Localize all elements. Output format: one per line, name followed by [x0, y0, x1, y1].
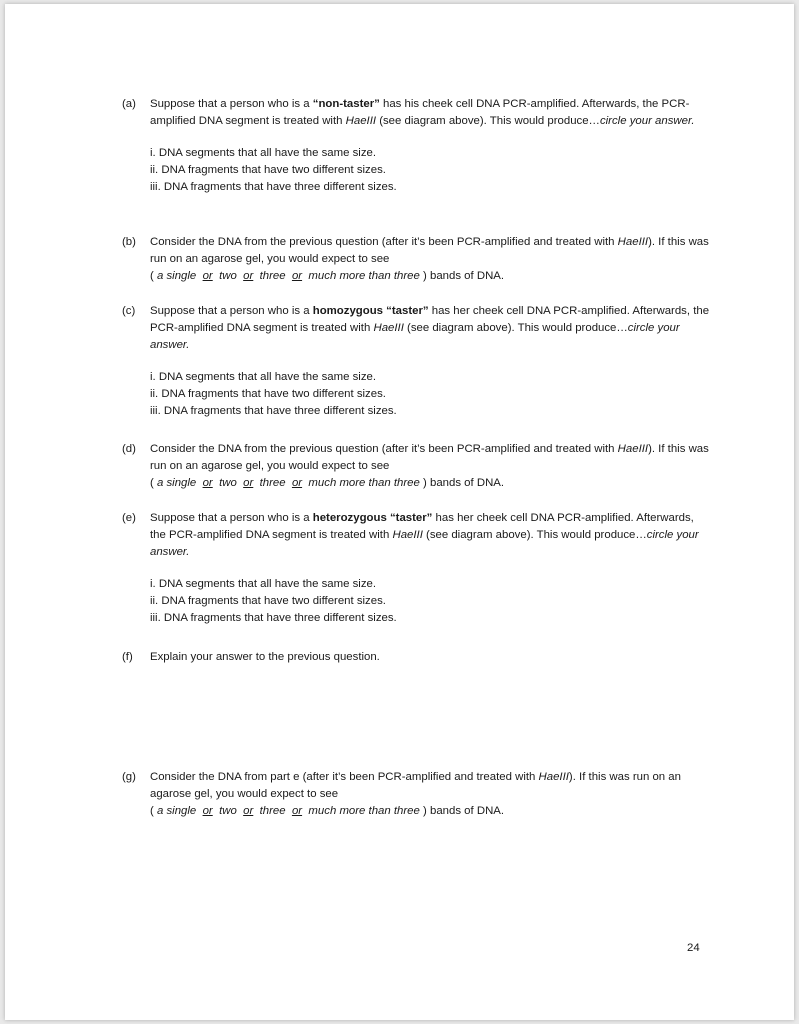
question-g [122, 769, 712, 820]
bands-choice-three[interactable]: three [259, 805, 286, 817]
bands-choice-more[interactable]: much more than three [308, 805, 420, 817]
bands-close: ) bands of DNA. [419, 477, 505, 489]
question-e-enzyme: HaeIII [392, 529, 423, 541]
question-e [122, 510, 712, 627]
question-c-bold: homozygous “taster” [312, 305, 429, 317]
question-a-option-iii[interactable]: iii. DNA fragments that have three different sizes. [150, 181, 397, 193]
question-b [122, 234, 712, 285]
question-e-text-2: has her cheek cell DNA PCR-amplified. Afterwards, the PCR-amplified DNA segment is treated with [150, 512, 694, 541]
question-c-text-2: has her cheek cell DNA PCR-amplified. Afterwards, the PCR-amplified DNA segment is treated with [150, 305, 710, 334]
question-g-text-1: Consider the DNA from part e (after it’s been PCR-amplified and treated with [150, 771, 539, 783]
question-a-text-3: (see diagram above). This would produce… [376, 115, 600, 127]
bands-or: or [291, 805, 303, 817]
bands-or: or [202, 805, 213, 817]
bands-close: ) bands of DNA. [419, 270, 505, 282]
question-c-options [150, 369, 712, 420]
question-b-enzyme: HaeIII [617, 236, 649, 248]
bands-open: ( [150, 805, 157, 817]
document-page [5, 4, 794, 1020]
bands-choice-single[interactable]: a single [156, 477, 197, 489]
bands-choice-more[interactable]: much more than three [308, 270, 420, 282]
question-d-text-1: Consider the DNA from the previous question (after it’s been PCR-amplified and treated with [150, 443, 618, 455]
question-g-label: (g) [122, 771, 136, 783]
question-a-instruction: circle your answer. [599, 115, 695, 127]
bands-choice-three[interactable]: three [259, 270, 286, 282]
bands-or: or [243, 270, 254, 282]
bands-or: or [202, 270, 213, 282]
question-e-options [150, 576, 712, 627]
question-c-option-i[interactable]: i. DNA segments that all have the same size. [150, 371, 377, 383]
question-c-text-1: Suppose that a person who is a [150, 305, 313, 317]
question-e-text-3: (see diagram above). This would produce… [422, 529, 647, 541]
question-a-enzyme: HaeIII [345, 115, 377, 127]
question-a-text-1: Suppose that a person who is a [150, 98, 313, 110]
question-c-text-3: (see diagram above). This would produce… [403, 322, 628, 334]
question-g-enzyme: HaeIII [538, 771, 569, 783]
bands-or: or [243, 477, 254, 489]
question-d-bands [150, 475, 712, 492]
question-f-text: Explain your answer to the previous question. [150, 651, 380, 663]
question-e-option-i[interactable]: i. DNA segments that all have the same size. [150, 578, 377, 590]
question-e-option-iii[interactable]: iii. DNA fragments that have three different sizes. [150, 612, 397, 624]
question-e-option-ii[interactable]: ii. DNA fragments that have two different sizes. [150, 595, 386, 607]
question-d-text-2: ). If this was run on an agarose gel, you would expect to see [150, 443, 709, 472]
question-f [122, 649, 712, 666]
bands-or: or [202, 477, 213, 489]
question-e-text-1: Suppose that a person who is a [150, 512, 313, 524]
bands-open: ( [150, 270, 157, 282]
question-e-instruction: circle your answer. [150, 529, 699, 558]
bands-choice-single[interactable]: a single [156, 805, 197, 817]
bands-choice-two[interactable]: two [219, 477, 237, 489]
bands-close: ) bands of DNA. [419, 805, 505, 817]
question-g-text-2: ). If this was run on an agarose gel, you would expect to see [150, 771, 681, 800]
question-f-label: (f) [122, 651, 133, 663]
bands-choice-two[interactable]: two [219, 270, 237, 282]
question-c-option-iii[interactable]: iii. DNA fragments that have three different sizes. [150, 405, 397, 417]
question-d-label: (d) [122, 443, 136, 455]
page-number: 24 [687, 942, 700, 954]
question-d [122, 441, 712, 492]
question-c-instruction: circle your answer. [150, 322, 680, 351]
question-b-bands [150, 268, 712, 285]
question-d-enzyme: HaeIII [617, 443, 649, 455]
question-c-enzyme: HaeIII [373, 322, 404, 334]
question-c-label: (c) [122, 305, 136, 317]
question-a [122, 96, 712, 196]
question-c [122, 303, 712, 420]
bands-or: or [243, 805, 254, 817]
question-a-bold: “non-taster” [312, 98, 380, 110]
bands-choice-single[interactable]: a single [156, 270, 197, 282]
bands-or: or [291, 270, 303, 282]
question-e-bold: heterozygous “taster” [312, 512, 433, 524]
question-a-option-ii[interactable]: ii. DNA fragments that have two different sizes. [150, 164, 386, 176]
bands-choice-more[interactable]: much more than three [308, 477, 420, 489]
question-e-label: (e) [122, 512, 136, 524]
question-c-option-ii[interactable]: ii. DNA fragments that have two different sizes. [150, 388, 386, 400]
question-b-label: (b) [122, 236, 136, 248]
question-a-option-i[interactable]: i. DNA segments that all have the same size. [150, 147, 377, 159]
question-a-text-2: has his cheek cell DNA PCR-amplified. Afterwards, the PCR-amplified DNA segment is treated with [150, 98, 690, 127]
question-a-options [150, 145, 712, 196]
question-g-bands [150, 803, 712, 820]
bands-choice-three[interactable]: three [259, 477, 286, 489]
bands-or: or [291, 477, 303, 489]
bands-open: ( [150, 477, 157, 489]
question-b-text-2: ). If this was run on an agarose gel, you would expect to see [150, 236, 709, 265]
question-a-label: (a) [122, 98, 136, 110]
question-b-text-1: Consider the DNA from the previous question (after it’s been PCR-amplified and treated with [150, 236, 618, 248]
bands-choice-two[interactable]: two [219, 805, 237, 817]
